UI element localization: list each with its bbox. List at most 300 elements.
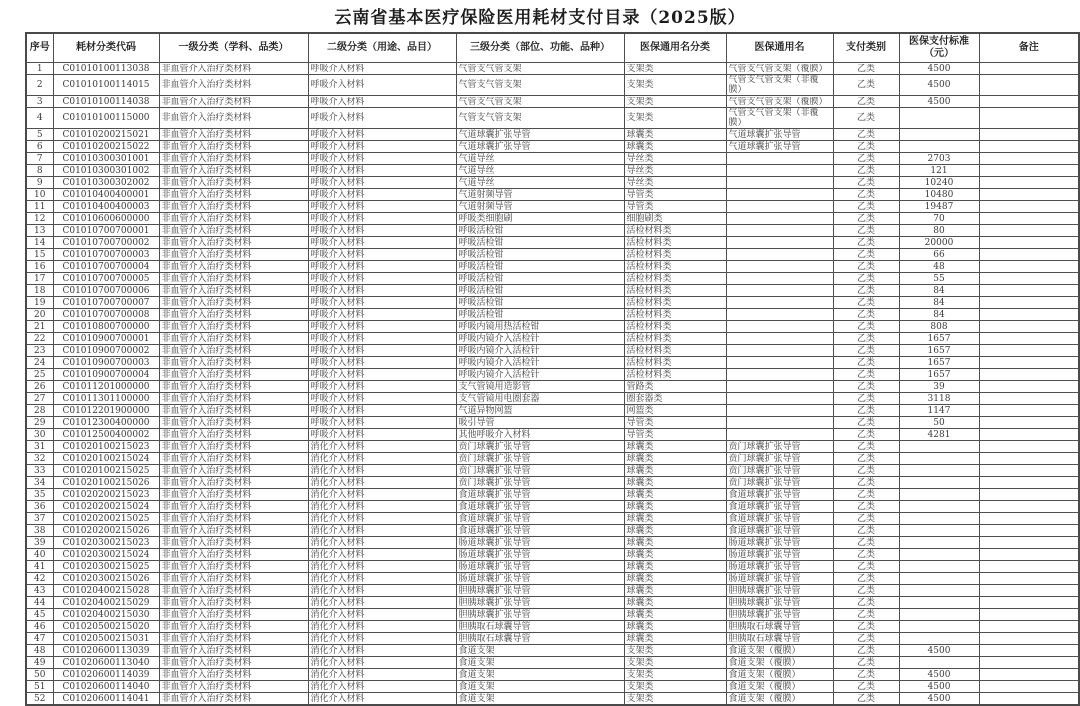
cell-seq: 18 bbox=[26, 285, 53, 297]
cell-l1: 非血管介入治疗类材料 bbox=[159, 309, 308, 321]
cell-std bbox=[899, 129, 979, 141]
table-row bbox=[26, 309, 1079, 321]
table-row bbox=[26, 249, 1079, 261]
cell-pay: 乙类 bbox=[833, 309, 899, 321]
cell-std: 121 bbox=[899, 165, 979, 177]
cell-seq: 9 bbox=[26, 177, 53, 189]
cell-code: C01020600114040 bbox=[53, 681, 159, 693]
cell-seq: 14 bbox=[26, 237, 53, 249]
cell-l1: 非血管介入治疗类材料 bbox=[159, 441, 308, 453]
cell-l2: 呼吸介入材料 bbox=[308, 369, 456, 381]
cell-l1: 非血管介入治疗类材料 bbox=[159, 405, 308, 417]
cell-seq: 17 bbox=[26, 273, 53, 285]
cell-seq: 34 bbox=[26, 477, 53, 489]
cell-l3: 食道支架 bbox=[456, 645, 624, 657]
table-row bbox=[26, 417, 1079, 429]
cell-gcat: 支架类 bbox=[624, 645, 726, 657]
cell-code: C01020400215028 bbox=[53, 585, 159, 597]
table-row bbox=[26, 297, 1079, 309]
cell-l2: 消化介入材料 bbox=[308, 477, 456, 489]
cell-l2: 呼吸介入材料 bbox=[308, 237, 456, 249]
cell-std: 2703 bbox=[899, 153, 979, 165]
cell-gname bbox=[726, 285, 833, 297]
cell-l1: 非血管介入治疗类材料 bbox=[159, 321, 308, 333]
cell-l1: 非血管介入治疗类材料 bbox=[159, 609, 308, 621]
cell-gname bbox=[726, 381, 833, 393]
cell-l3: 呼吸内镜用热活检钳 bbox=[456, 321, 624, 333]
cell-std bbox=[899, 585, 979, 597]
cell-l2: 呼吸介入材料 bbox=[308, 405, 456, 417]
cell-l2: 呼吸介入材料 bbox=[308, 249, 456, 261]
cell-note bbox=[979, 309, 1079, 321]
cell-gname bbox=[726, 357, 833, 369]
cell-l2: 消化介入材料 bbox=[308, 501, 456, 513]
cell-note bbox=[979, 537, 1079, 549]
cell-gname bbox=[726, 297, 833, 309]
cell-std bbox=[899, 549, 979, 561]
cell-l3: 贲门球囊扩张导管 bbox=[456, 453, 624, 465]
cell-pay: 乙类 bbox=[833, 573, 899, 585]
table-row bbox=[26, 333, 1079, 345]
cell-std: 1657 bbox=[899, 333, 979, 345]
cell-l3: 食道球囊扩张导管 bbox=[456, 501, 624, 513]
cell-seq: 4 bbox=[26, 108, 53, 129]
cell-l2: 呼吸介入材料 bbox=[308, 321, 456, 333]
cell-gcat: 球囊类 bbox=[624, 441, 726, 453]
cell-code: C01010300301002 bbox=[53, 165, 159, 177]
cell-code: C01020200215024 bbox=[53, 501, 159, 513]
cell-gname: 肠道球囊扩张导管 bbox=[726, 573, 833, 585]
cell-std: 66 bbox=[899, 249, 979, 261]
cell-note bbox=[979, 513, 1079, 525]
cell-pay: 乙类 bbox=[833, 297, 899, 309]
cell-std: 50 bbox=[899, 417, 979, 429]
cell-pay: 乙类 bbox=[833, 153, 899, 165]
table-row bbox=[26, 489, 1079, 501]
cell-code: C01020600113039 bbox=[53, 645, 159, 657]
table-row bbox=[26, 609, 1079, 621]
cell-std bbox=[899, 513, 979, 525]
cell-l3: 呼吸活检钳 bbox=[456, 225, 624, 237]
cell-pay: 乙类 bbox=[833, 513, 899, 525]
table-row bbox=[26, 129, 1079, 141]
table-row bbox=[26, 645, 1079, 657]
cell-l2: 消化介入材料 bbox=[308, 633, 456, 645]
table-row bbox=[26, 381, 1079, 393]
cell-l3: 支气管镜用造影管 bbox=[456, 381, 624, 393]
cell-code: C01010600600000 bbox=[53, 213, 159, 225]
cell-std bbox=[899, 441, 979, 453]
cell-l1: 非血管介入治疗类材料 bbox=[159, 345, 308, 357]
cell-pay: 乙类 bbox=[833, 465, 899, 477]
cell-code: C01010900700002 bbox=[53, 345, 159, 357]
cell-note bbox=[979, 657, 1079, 669]
cell-l1: 非血管介入治疗类材料 bbox=[159, 561, 308, 573]
table-row bbox=[26, 225, 1079, 237]
cell-code: C01010200215021 bbox=[53, 129, 159, 141]
cell-l3: 贲门球囊扩张导管 bbox=[456, 477, 624, 489]
cell-gname bbox=[726, 345, 833, 357]
cell-l1: 非血管介入治疗类材料 bbox=[159, 285, 308, 297]
cell-pay: 乙类 bbox=[833, 501, 899, 513]
cell-note bbox=[979, 333, 1079, 345]
cell-gcat: 活检材料类 bbox=[624, 225, 726, 237]
cell-note bbox=[979, 645, 1079, 657]
cell-gname: 气管支气管支架（非覆膜） bbox=[726, 75, 833, 96]
cell-pay: 乙类 bbox=[833, 561, 899, 573]
cell-gcat: 活检材料类 bbox=[624, 237, 726, 249]
cell-seq: 24 bbox=[26, 357, 53, 369]
cell-note bbox=[979, 357, 1079, 369]
cell-gcat: 支架类 bbox=[624, 681, 726, 693]
cell-seq: 2 bbox=[26, 75, 53, 96]
cell-pay: 乙类 bbox=[833, 345, 899, 357]
cell-l2: 呼吸介入材料 bbox=[308, 393, 456, 405]
header-generic-category: 医保通用名分类 bbox=[624, 33, 726, 63]
cell-pay: 乙类 bbox=[833, 381, 899, 393]
cell-std bbox=[899, 501, 979, 513]
cell-std: 84 bbox=[899, 285, 979, 297]
cell-l1: 非血管介入治疗类材料 bbox=[159, 177, 308, 189]
table-row bbox=[26, 501, 1079, 513]
cell-note bbox=[979, 273, 1079, 285]
cell-std bbox=[899, 561, 979, 573]
cell-note bbox=[979, 573, 1079, 585]
table-row bbox=[26, 285, 1079, 297]
header-pay-standard: 医保支付标准（元） bbox=[899, 33, 979, 63]
cell-note bbox=[979, 129, 1079, 141]
cell-note bbox=[979, 213, 1079, 225]
cell-gcat: 球囊类 bbox=[624, 573, 726, 585]
cell-pay: 乙类 bbox=[833, 213, 899, 225]
cell-pay: 乙类 bbox=[833, 189, 899, 201]
cell-gname bbox=[726, 417, 833, 429]
cell-gcat: 圈套器类 bbox=[624, 393, 726, 405]
cell-gname bbox=[726, 309, 833, 321]
cell-note bbox=[979, 465, 1079, 477]
cell-gcat: 球囊类 bbox=[624, 633, 726, 645]
cell-pay: 乙类 bbox=[833, 357, 899, 369]
cell-l3: 贲门球囊扩张导管 bbox=[456, 441, 624, 453]
cell-code: C01010400400001 bbox=[53, 189, 159, 201]
cell-pay: 乙类 bbox=[833, 249, 899, 261]
cell-gcat: 网篮类 bbox=[624, 405, 726, 417]
cell-l1: 非血管介入治疗类材料 bbox=[159, 333, 308, 345]
cell-note bbox=[979, 369, 1079, 381]
cell-pay: 乙类 bbox=[833, 165, 899, 177]
cell-seq: 21 bbox=[26, 321, 53, 333]
cell-gname: 贲门球囊扩张导管 bbox=[726, 465, 833, 477]
cell-note bbox=[979, 597, 1079, 609]
cell-l3: 气道射频导管 bbox=[456, 201, 624, 213]
cell-gcat: 球囊类 bbox=[624, 585, 726, 597]
cell-l1: 非血管介入治疗类材料 bbox=[159, 129, 308, 141]
table-row bbox=[26, 453, 1079, 465]
cell-std bbox=[899, 525, 979, 537]
header-code: 耗材分类代码 bbox=[53, 33, 159, 63]
cell-l2: 消化介入材料 bbox=[308, 525, 456, 537]
cell-l1: 非血管介入治疗类材料 bbox=[159, 108, 308, 129]
cell-pay: 乙类 bbox=[833, 201, 899, 213]
table-row bbox=[26, 321, 1079, 333]
cell-l2: 呼吸介入材料 bbox=[308, 165, 456, 177]
cell-std: 4500 bbox=[899, 669, 979, 681]
cell-gcat: 球囊类 bbox=[624, 465, 726, 477]
cell-gcat: 支架类 bbox=[624, 108, 726, 129]
cell-l2: 消化介入材料 bbox=[308, 465, 456, 477]
cell-l3: 支气管镜用电圈套器 bbox=[456, 393, 624, 405]
cell-gcat: 支架类 bbox=[624, 63, 726, 75]
cell-note bbox=[979, 681, 1079, 693]
table-row bbox=[26, 213, 1079, 225]
cell-std bbox=[899, 609, 979, 621]
cell-code: C01011301100000 bbox=[53, 393, 159, 405]
cell-l3: 气道球囊扩张导管 bbox=[456, 141, 624, 153]
cell-l1: 非血管介入治疗类材料 bbox=[159, 357, 308, 369]
cell-pay: 乙类 bbox=[833, 477, 899, 489]
table-row bbox=[26, 693, 1079, 706]
table-row bbox=[26, 561, 1079, 573]
cell-seq: 41 bbox=[26, 561, 53, 573]
cell-seq: 45 bbox=[26, 609, 53, 621]
cell-pay: 乙类 bbox=[833, 633, 899, 645]
table-row bbox=[26, 549, 1079, 561]
cell-pay: 乙类 bbox=[833, 657, 899, 669]
cell-l2: 呼吸介入材料 bbox=[308, 357, 456, 369]
cell-gcat: 支架类 bbox=[624, 669, 726, 681]
cell-gname: 胆胰球囊扩张导管 bbox=[726, 585, 833, 597]
cell-gname bbox=[726, 189, 833, 201]
cell-code: C01020300215023 bbox=[53, 537, 159, 549]
cell-l3: 食道支架 bbox=[456, 681, 624, 693]
cell-seq: 8 bbox=[26, 165, 53, 177]
cell-l3: 吸引导管 bbox=[456, 417, 624, 429]
cell-std: 808 bbox=[899, 321, 979, 333]
cell-gcat: 球囊类 bbox=[624, 477, 726, 489]
cell-l3: 食道支架 bbox=[456, 669, 624, 681]
cell-l2: 呼吸介入材料 bbox=[308, 285, 456, 297]
table-row bbox=[26, 108, 1079, 129]
cell-std bbox=[899, 465, 979, 477]
cell-l2: 呼吸介入材料 bbox=[308, 381, 456, 393]
cell-std bbox=[899, 477, 979, 489]
cell-gname bbox=[726, 261, 833, 273]
cell-gcat: 支架类 bbox=[624, 96, 726, 108]
cell-pay: 乙类 bbox=[833, 441, 899, 453]
table-row bbox=[26, 96, 1079, 108]
cell-l1: 非血管介入治疗类材料 bbox=[159, 681, 308, 693]
cell-l3: 气管支气管支架 bbox=[456, 63, 624, 75]
cell-seq: 15 bbox=[26, 249, 53, 261]
cell-code: C01020500215020 bbox=[53, 621, 159, 633]
cell-note bbox=[979, 561, 1079, 573]
cell-l1: 非血管介入治疗类材料 bbox=[159, 429, 308, 441]
cell-gname: 食道球囊扩张导管 bbox=[726, 501, 833, 513]
cell-code: C01010800700000 bbox=[53, 321, 159, 333]
cell-seq: 43 bbox=[26, 585, 53, 597]
cell-l1: 非血管介入治疗类材料 bbox=[159, 201, 308, 213]
table-row bbox=[26, 513, 1079, 525]
cell-l1: 非血管介入治疗类材料 bbox=[159, 657, 308, 669]
cell-note bbox=[979, 669, 1079, 681]
cell-l2: 消化介入材料 bbox=[308, 681, 456, 693]
cell-code: C01010700700005 bbox=[53, 273, 159, 285]
cell-seq: 10 bbox=[26, 189, 53, 201]
cell-l3: 呼吸活检钳 bbox=[456, 297, 624, 309]
cell-gcat: 球囊类 bbox=[624, 501, 726, 513]
cell-code: C01010100114038 bbox=[53, 96, 159, 108]
table-row bbox=[26, 63, 1079, 75]
cell-seq: 33 bbox=[26, 465, 53, 477]
cell-l1: 非血管介入治疗类材料 bbox=[159, 273, 308, 285]
cell-gname bbox=[726, 225, 833, 237]
header-level1: 一级分类（学科、品类） bbox=[159, 33, 308, 63]
cell-note bbox=[979, 249, 1079, 261]
cell-l3: 食道球囊扩张导管 bbox=[456, 513, 624, 525]
cell-l1: 非血管介入治疗类材料 bbox=[159, 249, 308, 261]
cell-std bbox=[899, 633, 979, 645]
cell-gname: 肠道球囊扩张导管 bbox=[726, 561, 833, 573]
cell-l3: 气管支气管支架 bbox=[456, 108, 624, 129]
cell-l1: 非血管介入治疗类材料 bbox=[159, 633, 308, 645]
cell-l2: 消化介入材料 bbox=[308, 537, 456, 549]
cell-note bbox=[979, 63, 1079, 75]
cell-std: 39 bbox=[899, 381, 979, 393]
cell-pay: 乙类 bbox=[833, 129, 899, 141]
cell-note bbox=[979, 165, 1079, 177]
cell-gname bbox=[726, 369, 833, 381]
cell-l2: 呼吸介入材料 bbox=[308, 141, 456, 153]
cell-seq: 7 bbox=[26, 153, 53, 165]
cell-pay: 乙类 bbox=[833, 585, 899, 597]
cell-code: C01010700700003 bbox=[53, 249, 159, 261]
cell-seq: 12 bbox=[26, 213, 53, 225]
cell-seq: 32 bbox=[26, 453, 53, 465]
cell-seq: 22 bbox=[26, 333, 53, 345]
cell-note bbox=[979, 621, 1079, 633]
table-row bbox=[26, 441, 1079, 453]
cell-pay: 乙类 bbox=[833, 549, 899, 561]
cell-gname: 气管支气管支架（覆膜） bbox=[726, 63, 833, 75]
cell-l2: 消化介入材料 bbox=[308, 549, 456, 561]
cell-l3: 食道支架 bbox=[456, 693, 624, 706]
cell-note bbox=[979, 453, 1079, 465]
cell-l3: 气道异物网篮 bbox=[456, 405, 624, 417]
cell-l3: 呼吸内镜介入活检针 bbox=[456, 345, 624, 357]
cell-l3: 气道球囊扩张导管 bbox=[456, 129, 624, 141]
cell-pay: 乙类 bbox=[833, 393, 899, 405]
cell-seq: 35 bbox=[26, 489, 53, 501]
table-row bbox=[26, 429, 1079, 441]
cell-l1: 非血管介入治疗类材料 bbox=[159, 465, 308, 477]
cell-l3: 食道球囊扩张导管 bbox=[456, 525, 624, 537]
cell-gcat: 导管类 bbox=[624, 429, 726, 441]
cell-gcat: 球囊类 bbox=[624, 597, 726, 609]
cell-l1: 非血管介入治疗类材料 bbox=[159, 261, 308, 273]
table-row bbox=[26, 405, 1079, 417]
cell-l1: 非血管介入治疗类材料 bbox=[159, 525, 308, 537]
cell-pay: 乙类 bbox=[833, 681, 899, 693]
cell-code: C01010400400003 bbox=[53, 201, 159, 213]
cell-seq: 20 bbox=[26, 309, 53, 321]
cell-gname: 贲门球囊扩张导管 bbox=[726, 453, 833, 465]
cell-l3: 气道导丝 bbox=[456, 177, 624, 189]
table-row bbox=[26, 201, 1079, 213]
cell-pay: 乙类 bbox=[833, 96, 899, 108]
cell-l3: 呼吸活检钳 bbox=[456, 261, 624, 273]
cell-seq: 1 bbox=[26, 63, 53, 75]
header-row bbox=[26, 33, 1079, 63]
cell-gname bbox=[726, 237, 833, 249]
cell-l1: 非血管介入治疗类材料 bbox=[159, 141, 308, 153]
cell-std bbox=[899, 453, 979, 465]
cell-gname: 胆胰球囊扩张导管 bbox=[726, 597, 833, 609]
cell-std bbox=[899, 621, 979, 633]
cell-gname bbox=[726, 177, 833, 189]
table-row bbox=[26, 633, 1079, 645]
cell-code: C01020600113040 bbox=[53, 657, 159, 669]
cell-l2: 呼吸介入材料 bbox=[308, 63, 456, 75]
cell-note bbox=[979, 693, 1079, 706]
cell-pay: 乙类 bbox=[833, 75, 899, 96]
cell-gname: 气管支气管支架（覆膜） bbox=[726, 96, 833, 108]
page-title: 云南省基本医疗保险医用耗材支付目录（2025版） bbox=[334, 8, 746, 28]
cell-gname: 气道球囊扩张导管 bbox=[726, 141, 833, 153]
cell-l2: 消化介入材料 bbox=[308, 609, 456, 621]
table-row bbox=[26, 537, 1079, 549]
cell-pay: 乙类 bbox=[833, 369, 899, 381]
cell-code: C01020400215030 bbox=[53, 609, 159, 621]
cell-l2: 呼吸介入材料 bbox=[308, 225, 456, 237]
cell-gname: 食道支架（覆膜） bbox=[726, 657, 833, 669]
cell-pay: 乙类 bbox=[833, 273, 899, 285]
table-row bbox=[26, 621, 1079, 633]
cell-note bbox=[979, 381, 1079, 393]
cell-note bbox=[979, 405, 1079, 417]
cell-seq: 37 bbox=[26, 513, 53, 525]
cell-l2: 呼吸介入材料 bbox=[308, 129, 456, 141]
cell-gname: 食道支架（覆膜） bbox=[726, 645, 833, 657]
cell-l1: 非血管介入治疗类材料 bbox=[159, 669, 308, 681]
cell-note bbox=[979, 141, 1079, 153]
table-row bbox=[26, 357, 1079, 369]
cell-l3: 气道导丝 bbox=[456, 153, 624, 165]
cell-std: 10240 bbox=[899, 177, 979, 189]
cell-note bbox=[979, 75, 1079, 96]
cell-pay: 乙类 bbox=[833, 261, 899, 273]
cell-pay: 乙类 bbox=[833, 525, 899, 537]
cell-l3: 气道射频导管 bbox=[456, 189, 624, 201]
cell-gcat: 活检材料类 bbox=[624, 261, 726, 273]
table-row bbox=[26, 525, 1079, 537]
table-row bbox=[26, 237, 1079, 249]
cell-gname: 气道球囊扩张导管 bbox=[726, 129, 833, 141]
cell-note bbox=[979, 237, 1079, 249]
cell-std: 3118 bbox=[899, 393, 979, 405]
cell-l3: 呼吸内镜介入活检针 bbox=[456, 333, 624, 345]
cell-note bbox=[979, 441, 1079, 453]
cell-l1: 非血管介入治疗类材料 bbox=[159, 693, 308, 706]
cell-l1: 非血管介入治疗类材料 bbox=[159, 96, 308, 108]
cell-gname bbox=[726, 153, 833, 165]
cell-code: C01010900700001 bbox=[53, 333, 159, 345]
table-row bbox=[26, 573, 1079, 585]
cell-l2: 呼吸介入材料 bbox=[308, 261, 456, 273]
cell-seq: 19 bbox=[26, 297, 53, 309]
cell-pay: 乙类 bbox=[833, 63, 899, 75]
cell-std: 4500 bbox=[899, 96, 979, 108]
cell-code: C01010700700006 bbox=[53, 285, 159, 297]
